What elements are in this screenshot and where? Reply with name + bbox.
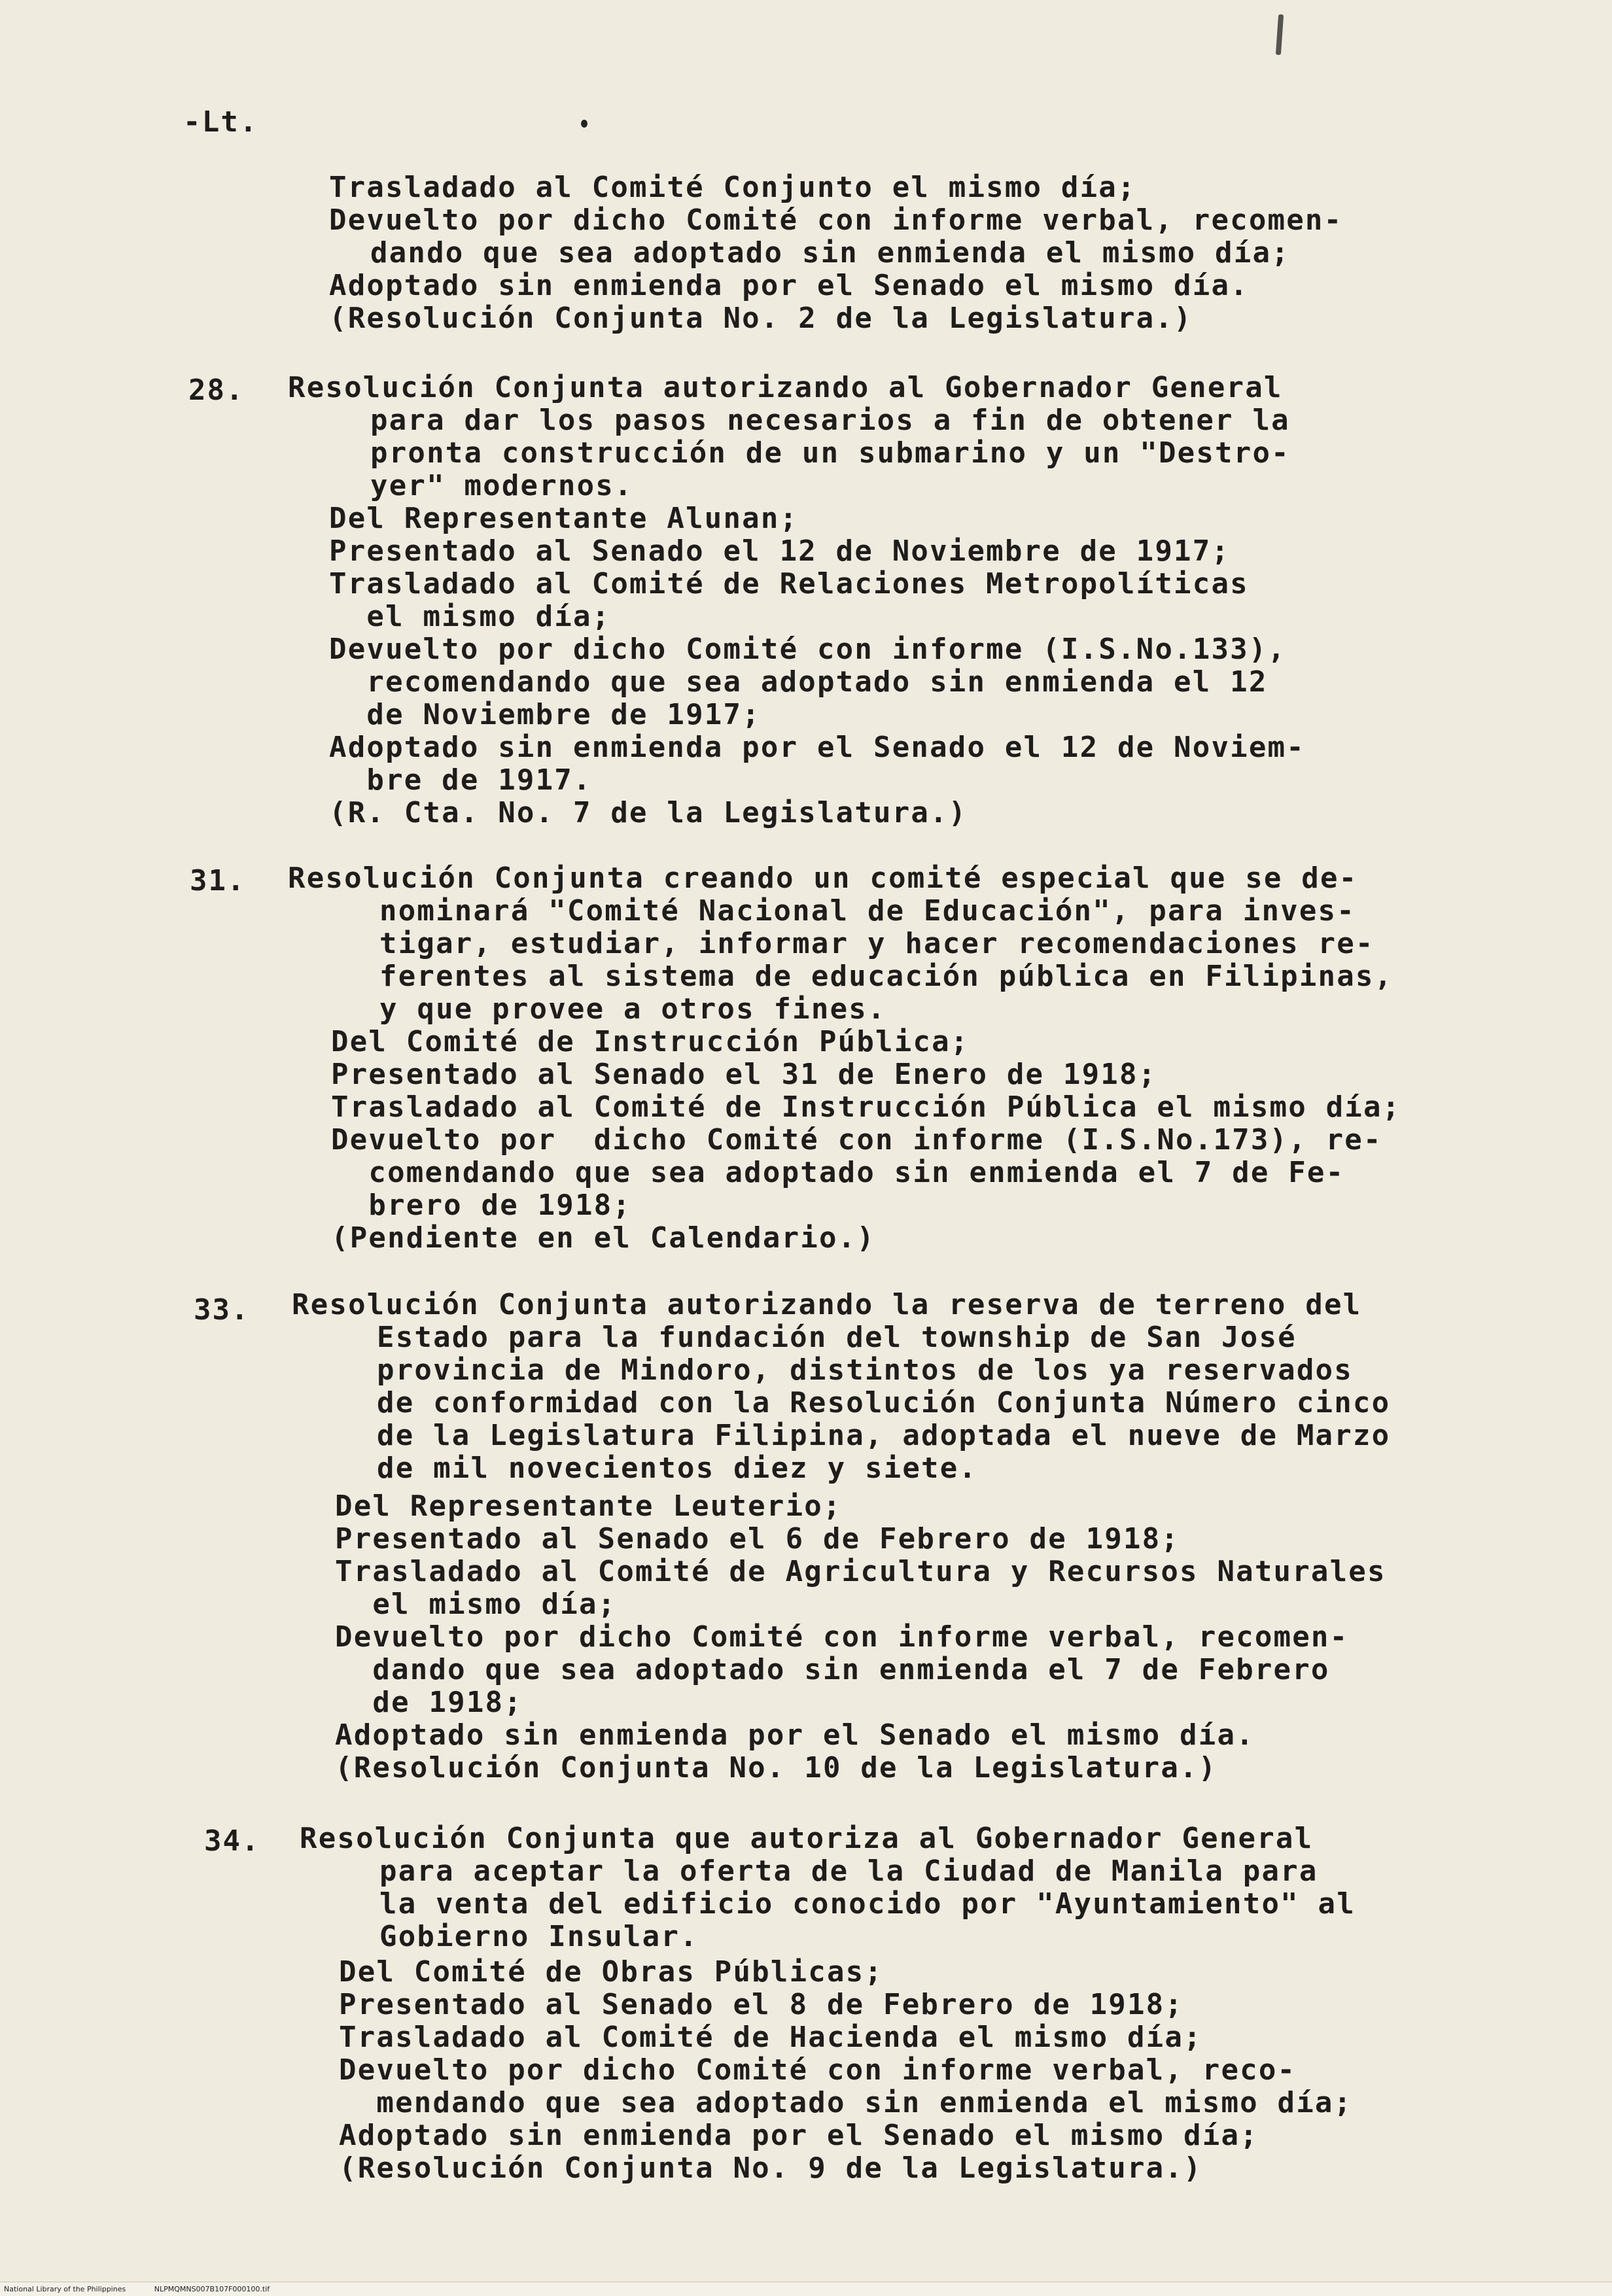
intro-line: Trasladado al Comité Conjunto el mismo día;: [329, 171, 1136, 204]
archive-footer: [0, 2282, 1612, 2296]
entry-history-line: el mismo día;: [329, 600, 611, 633]
entry-history-line: Devuelto por dicho Comité con informe verbal, recomen-: [335, 1620, 1349, 1654]
entry-title-line: ferentes al sistema de educación pública en Filipinas,: [379, 960, 1393, 993]
entry-title-line: para aceptar la oferta de la Ciudad de Manila para: [379, 1854, 1318, 1888]
entry-title-line: provincia de Mindoro, distintos de los ya reservados: [377, 1353, 1353, 1387]
intro-line: Adoptado sin enmienda por el Senado el mismo día.: [329, 269, 1249, 302]
entry-history-line: (R. Cta. No. 7 de la Legislatura.): [329, 796, 968, 829]
entry-history-line: (Resolución Conjunta No. 9 de la Legislatura.): [339, 2151, 1202, 2185]
entry-title-line: Resolución Conjunta autorizando la reserva de terreno del: [292, 1288, 1362, 1321]
entry-history-line: Presentado al Senado el 31 de Enero de 1918;: [331, 1058, 1157, 1091]
entry-title-line: Resolución Conjunta autorizando al Gobernador General: [288, 371, 1283, 404]
entry-history-line: dando que sea adoptado sin enmienda el 7 de Febrero: [335, 1653, 1330, 1686]
entry-number: 31.: [190, 864, 246, 897]
footer-library: National Library of the Philippines: [4, 2285, 126, 2293]
intro-line: Devuelto por dicho Comité con informe verbal, recomen-: [329, 203, 1343, 237]
entry-history-line: Presentado al Senado el 8 de Febrero de 1918;: [339, 1988, 1184, 2021]
entry-history-line: (Resolución Conjunta No. 10 de la Legislatura.): [335, 1751, 1218, 1784]
entry-history-line: Trasladado al Comité de Instrucción Pública el mismo día;: [331, 1090, 1401, 1124]
intro-line: (Resolución Conjunta No. 2 de la Legislatura.): [329, 302, 1193, 335]
entry-title-line: tigar, estudiar, informar y hacer recomendaciones re-: [379, 927, 1375, 960]
entry-title-line: Gobierno Insular.: [379, 1920, 699, 1953]
entry-title-line: yer" modernos.: [370, 469, 633, 502]
entry-history-line: Del Representante Alunan;: [329, 502, 799, 535]
entry-history-line: Trasladado al Comité de Agricultura y Recursos Naturales: [335, 1555, 1386, 1588]
entry-history-line: mendando que sea adoptado sin enmienda el mismo día;: [339, 2086, 1353, 2119]
entry-title-line: y que provee a otros fines.: [379, 992, 886, 1026]
entry-history-line: de Noviembre de 1917;: [329, 698, 761, 731]
entry-history-line: comendando que sea adoptado sin enmienda el 7 de Fe-: [331, 1156, 1345, 1189]
entry-title-line: Resolución Conjunta que autoriza al Gobernador General: [300, 1822, 1314, 1855]
entry-title-line: nominará "Comité Nacional de Educación", para inves-: [379, 894, 1356, 928]
entry-history-line: Del Comité de Instrucción Pública;: [331, 1025, 970, 1058]
entry-history-line: Trasladado al Comité de Relaciones Metropolíticas: [329, 567, 1249, 600]
entry-history-line: de 1918;: [335, 1686, 523, 1719]
entry-history-line: Presentado al Senado el 6 de Febrero de 1918;: [335, 1522, 1180, 1556]
entry-history-line: (Pendiente en el Calendario.): [331, 1221, 876, 1255]
entry-title-line: la venta del edificio conocido por "Ayuntamiento" al: [379, 1887, 1356, 1921]
entry-history-line: Adoptado sin enmienda por el Senado el mismo día;: [339, 2119, 1259, 2152]
entry-history-line: Del Comité de Obras Públicas;: [339, 1955, 884, 1989]
entry-title-line: para dar los pasos necesarios a fin de obtener la: [370, 404, 1290, 437]
entry-history-line: el mismo día;: [335, 1588, 617, 1621]
ink-dot: [581, 120, 587, 128]
entry-number: 28.: [188, 374, 245, 407]
intro-line: dando que sea adoptado sin enmienda el mismo día;: [370, 236, 1290, 270]
footer-file-id: NLPMQMNS007B107F000100.tif: [154, 2285, 270, 2293]
entry-history-line: recomendando que sea adoptado sin enmienda el 12: [329, 665, 1268, 699]
entry-number: 33.: [194, 1293, 250, 1327]
entry-title-line: Resolución Conjunta creando un comité especial que se de-: [288, 861, 1358, 895]
entry-title-line: Estado para la fundación del township de San José: [377, 1321, 1297, 1354]
page-header-mark: -Lt.: [183, 105, 258, 139]
entry-history-line: Trasladado al Comité de Hacienda el mismo día;: [339, 2021, 1202, 2054]
entry-history-line: Devuelto por dicho Comité con informe verbal, reco-: [339, 2053, 1297, 2087]
entry-history-line: Adoptado sin enmienda por el Senado el mismo día.: [335, 1718, 1255, 1752]
entry-history-line: Devuelto por dicho Comité con informe (I.S.No.173), re-: [331, 1123, 1382, 1157]
entry-title-line: de conformidad con la Resolución Conjunta Número cinco: [377, 1386, 1391, 1419]
entry-title-line: pronta construcción de un submarino y un "Destro-: [370, 436, 1290, 470]
entry-history-line: Devuelto por dicho Comité con informe (I.S.No.133),: [329, 633, 1287, 666]
entry-title-line: de la Legislatura Filipina, adoptada el nueve de Marzo: [377, 1419, 1391, 1452]
scan-mark: [1276, 14, 1284, 55]
entry-history-line: Del Representante Leuterio;: [335, 1489, 842, 1523]
entry-history-line: Adoptado sin enmienda por el Senado el 12 de Noviem-: [329, 731, 1305, 764]
entry-history-line: bre de 1917.: [329, 763, 592, 797]
entry-history-line: brero de 1918;: [331, 1189, 632, 1222]
entry-number: 34.: [204, 1824, 260, 1858]
entry-title-line: de mil novecientos diez y siete.: [377, 1452, 978, 1485]
entry-history-line: Presentado al Senado el 12 de Noviembre de 1917;: [329, 534, 1231, 568]
